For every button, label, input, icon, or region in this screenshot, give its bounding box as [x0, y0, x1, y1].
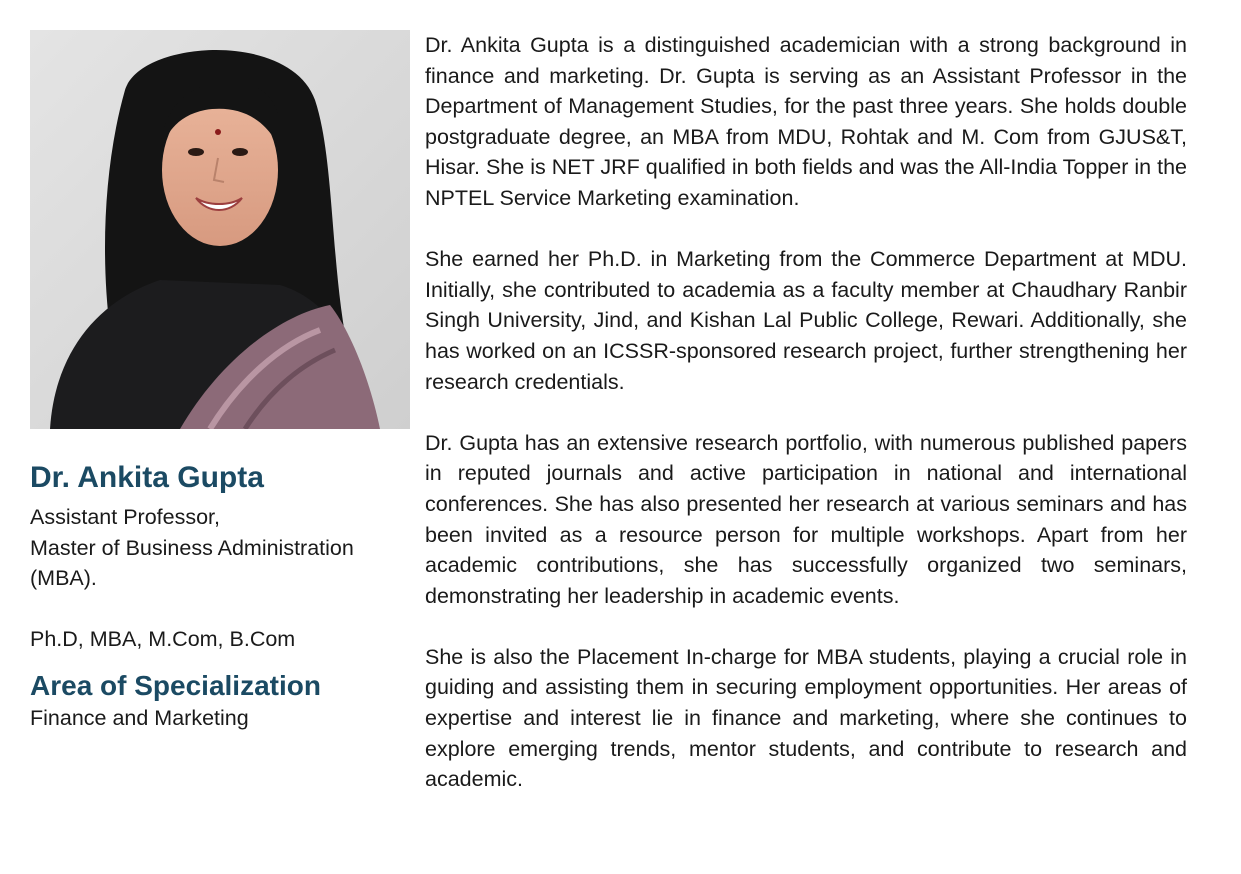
- program-line-2: (MBA).: [30, 566, 97, 591]
- qualifications: Ph.D, MBA, M.Com, B.Com: [30, 627, 296, 652]
- designation: Assistant Professor,: [30, 505, 220, 529]
- bio-paragraph: She earned her Ph.D. in Marketing from the Commerce Department at MDU. Initially, she contributed to academia as a faculty member at Chaudhary Ranbir Singh University, Jind, and Kishan Lal Public College, Rewari. Additionally, she has worked on an ICSSR-sponsored research project, further strengthening her research credentials.: [425, 247, 1187, 394]
- bio-paragraph: Dr. Ankita Gupta is a distinguished academician with a strong background in finance and marketing. Dr. Gupta is serving as an Assistant Professor in the Department of Management Studies, for the past three years. She holds double postgraduate degree, an MBA from MDU, Rohtak and M. Com from GJUS&T, Hisar. She is NET JRF qualified in both fields and was the All-India Topper in the NPTEL Service Marketing examination.: [425, 33, 1187, 210]
- bio-paragraph: Dr. Gupta has an extensive research portfolio, with numerous published papers in reputed journals and active participation in national and international conferences. She has also presented her research at various seminars and has been invited as a resource person for multiple workshops. Apart from her academic contributions, she has successfully organized two seminars, demonstrating her leadership in academic events.: [425, 430, 1187, 608]
- program-line-1: Master of Business Administration: [30, 535, 354, 560]
- biography: [425, 30, 1187, 825]
- spacer: [30, 594, 415, 625]
- portrait-photo: [30, 30, 410, 429]
- faculty-name: Dr. Ankita Gupta: [30, 461, 264, 494]
- specialization-heading: Area of Specialization: [30, 669, 321, 701]
- specialization-value: Finance and Marketing: [30, 705, 249, 730]
- profile-summary: [30, 458, 415, 734]
- bio-paragraph: She is also the Placement In-charge for MBA students, playing a crucial role in guiding and assisting them in securing employment opportunities. Her areas of expertise and interest lie in finance and marketing, where she continues to explore emerging trends, mentor students, and contribute to research and academic.: [425, 644, 1187, 792]
